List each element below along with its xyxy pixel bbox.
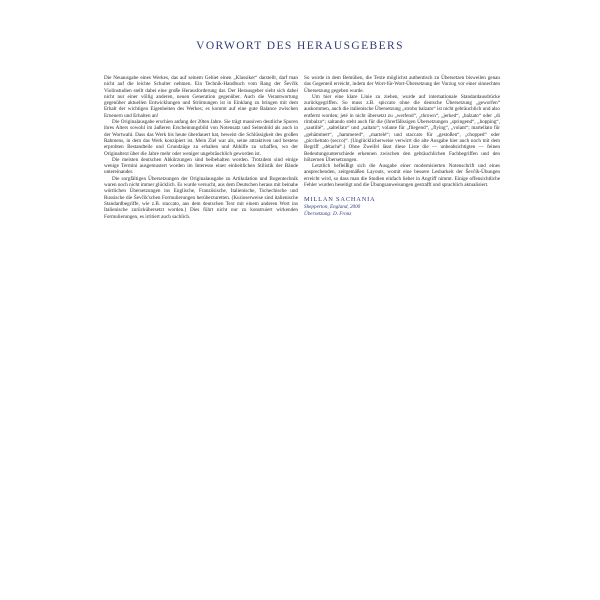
signature-name: MILLAN SACHANIA — [304, 196, 376, 204]
signature-place: Shepperton, England, 2000 — [304, 204, 361, 211]
paragraph: Die Originalausgabe erschien anfang der 20ten Jahre. Sie trägt massiven deutliche Spuren ihres Alters sowohl im äußeren Erscheinungsbild von Notensatz und Seitenbild als auch in der Wortwahl. Dass das Werk bis heute überdauert hat, beweist die Schlüssigkeit des großen Rahmens, in dem das Werk konzipiert ist. Mein Ziel war als, seine attraktiven und bestens erprobten Bestandteile und Grundzüge zu erhalten und Abhilfe zu schaffen, wo der Originaltext über die Jahre mehr oder weniger ungebräuchlich geworden ist. — [104, 119, 298, 157]
paragraph: Letztlich befleißigt sich die Ausgabe einer modernisierten Notenschrift und eines ansprechenden, zeitgemäßen Layouts, womit eine bessere Lesbarkeit der Ševčík-Übungen erreicht wird, so dass man die Studien einfach lieber in Angriff nimmt. Einige offensichtliche Fehler wurden beseitigt und die Übungsanweisungen gestrafft und sprachlich aktualisiert. — [304, 163, 500, 189]
paragraph: Die sorgfältigen Übersetzungen der Originalausgabe zu Artikulation und Bogentechnik waren noch nicht immer glücklich. Es wurde versucht, aus dem Deutschen heraus mit beinahe wörtlichen Übersetzungen ins Englische, Französische, Italienische, Tschechische und Russische die Ševčík'schen Formulierungen herüberzuretten. (Kurioserweise sind italienische Standardbegriffe, wie z.B. staccato, aus dem deutschen Text mit einem anderen Wort ins Italienische zurückübersetzt worden.) Dies führt nicht nur zu konstruiert wirkenden Formulierungen, es irritiert auch sachlich. — [104, 175, 298, 220]
right-column — [304, 75, 500, 217]
paragraph: So wurde in dem Bemühen, die Texte möglichst authentisch zu Übersetzen bisweilen genau das Gegenteil erreicht, indem der Wort-für-Wort-Übersetzung der Vorzug vor einer sinnechten Übersetzung gegeben wurde. — [304, 75, 500, 94]
paragraph: Die Neuausgabe eines Werkes, das auf seinem Gebiet einen „Klassiker“ darstellt, darf man nicht auf die leichte Schulter nehmen. Ein Technik-Handbuch vom Rang der Ševčík Violinstudien stellt dabei eine große Herausforderung dar. Der Herausgeber sieht sich dabei nicht nur einer völlig anderen, neuen Generation gegenüber. Auch die Verantwortung gegenüber aktuellen Entwicklungen und Strömungen ist in Einklang zu bringen mit dem Erhalt der wichtigen Eigenheiten des Werkes; es kommt auf eine gute Balance zwischen Erneuern und Erhalten an! — [104, 75, 298, 119]
signature-translation: Übersetzung: D. Fronz — [304, 210, 352, 217]
paragraph: Um hier eine klare Linie zu ziehen, wurde auf internationale Standardausdrücke zurückgegriffen. So muss z.B. spiccato ohne die deutsche Übersetzung „geworfen“ auskommen, auch die italienische Übersetzung „strobo balzato“ ist nicht gebräuchlich und also entfernt worden; jeté in nicht übersetzt zu „werfend“, „thrown“, „jerked“, „balzato“ oder „di rimbalzo“; saltando steht auch für die (ihrerfällssigen Übersetzungen „springend“, „hopping“, „sautillé“, „saltellato“ und „saltato“; volante für „fliegend“, „flying“, „volant“; martellato für „gehämmert“, „hammered“, „martelé“; und staccato für „gestoßen“, „chopped“ oder „picchettato (secco)“. (Unglücklicherweise verwirrt die alte Ausgabe hier auch noch mit dem Begriff „détaché“.) Ohne Zweifel lässt diese Liste die — unbeabsichtigten — feinen Bedeutungsunterschiede erkennen zwischen den gebräuchlichen Fachbegriffen und den hölzernen Übersetzungen. — [304, 93, 500, 163]
left-column — [104, 75, 298, 220]
paragraph: Die meisten deutschen Abkürzungen sind beibehalten worden. Trotzdem sind einige wenige Termini ausgemustert worden im Interesse einer einheitlichen Stilistik der Bände untereinander. — [104, 156, 298, 176]
page-title: VORWORT DES HERAUSGEBERS — [196, 40, 404, 52]
signature-block — [304, 196, 500, 217]
